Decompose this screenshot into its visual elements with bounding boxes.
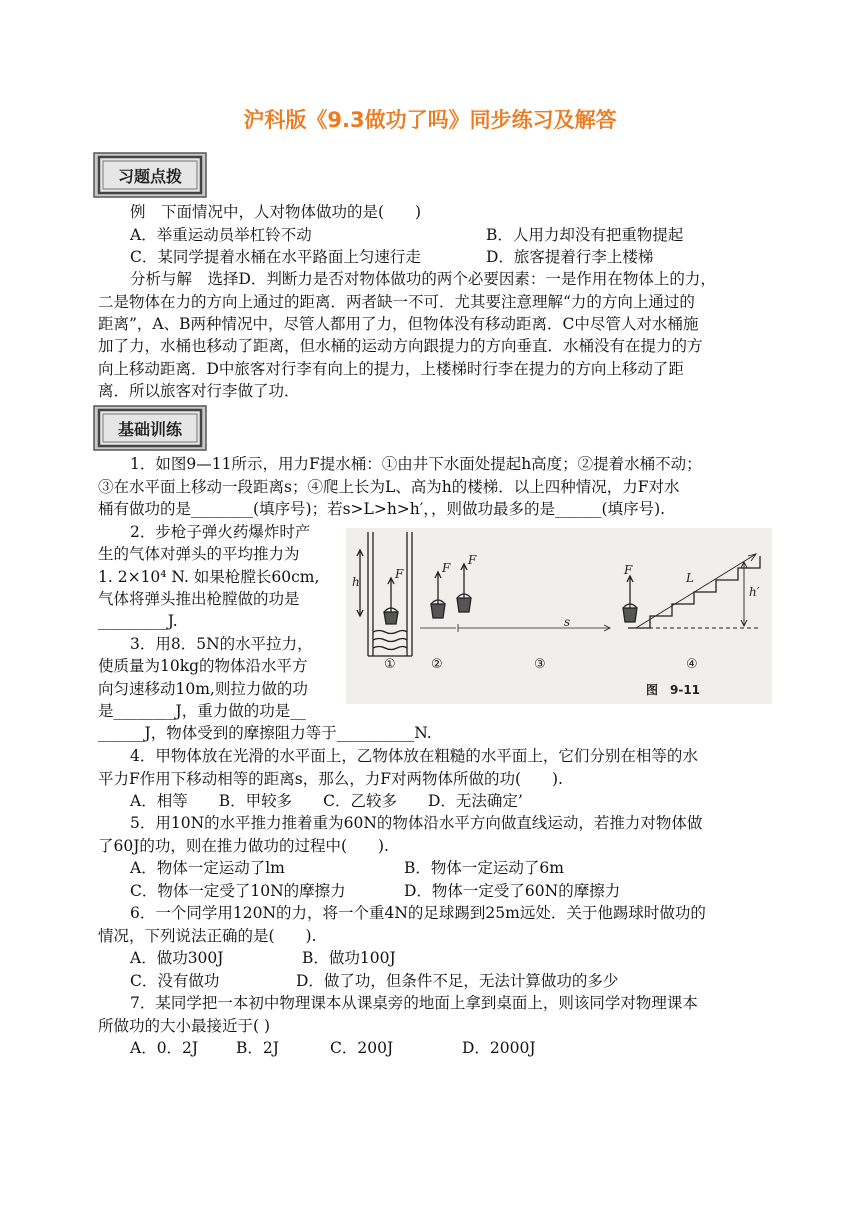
q5-line: 了60J的功，则在推力做功的过程中( ). — [98, 837, 389, 855]
analysis-line: 距离”，A、B两种情况中，尽管人都用了力，但物体没有移动距离．C中尽管人对水桶施 — [98, 315, 699, 333]
analysis-line: 加了力，水桶也移动了距离，但水桶的运动方向跟提力的方向垂直．水桶没有在提力的方 — [98, 337, 703, 355]
q5-line: 5．用10N的水平推力推着重为60N的物体沿水平方向做直线运动，若推力对物体做 — [130, 814, 703, 832]
q6-line: 6．一个同学用120N的力，将一个重4N的足球踢到25m远处．关于他踢球时做功的 — [130, 904, 706, 922]
q3-line: 是________J，重力做的功是__ — [98, 702, 306, 720]
analysis-line: 二是物体在力的方向上通过的距离．两者缺一不可．尤其要注意理解“力的方向上通过的 — [98, 293, 695, 311]
q2-line: 气体将弹头推出枪膛做的功是 — [98, 590, 300, 608]
figure-caption: 图 9-11 — [646, 683, 701, 697]
analysis-line: 离．所以旅客对行李做了功． — [98, 382, 300, 400]
figure-label-h: h — [352, 575, 360, 589]
figure-case-number: ① — [384, 657, 396, 672]
q5-option-d: D．物体一定受了60N的摩擦力 — [404, 882, 621, 900]
example-question: 例 下面情况中，人对物体做功的是( ) — [130, 203, 422, 221]
q5-option-a: A．物体一定运动了lm — [130, 859, 285, 877]
q6-option-c: C．没有做功 — [130, 972, 220, 990]
q5-option-b: B．物体一定运动了6m — [404, 859, 564, 877]
q2-line: 2．步枪子弹火药爆炸时产 — [130, 523, 311, 541]
example-option-c: C．某同学提着水桶在水平路面上匀速行走 — [130, 248, 421, 266]
q7-option-d: D．2000J — [462, 1039, 536, 1057]
q1-line: ③在水平面上移动一段距离s；④爬上长为L、高为h的楼梯．以上四种情况，力F对水 — [98, 478, 680, 496]
q2-line: 生的气体对弹头的平均推力为 — [98, 545, 300, 563]
q7-option-a: A．0．2J — [130, 1039, 199, 1057]
figure-label-f4: F — [624, 563, 633, 577]
q6-option-a: A．做功300J — [130, 949, 224, 967]
q6-option-d: D．做了功，但条件不足，无法计算做功的多少 — [296, 972, 619, 990]
figure-case-number: ③ — [534, 657, 546, 672]
page-title: 沪科版《9.3做功了吗》同步练习及解答 — [243, 108, 617, 132]
q1-line: 1．如图9—11所示，用力F提水桶：①由井下水面处提起h高度；②提着水桶不动； — [130, 455, 702, 473]
q3-line: 使质量为10kg的物体沿水平方 — [98, 657, 308, 675]
example-option-d: D．旅客提着行李上楼梯 — [486, 248, 654, 266]
figure-label-hp: h′ — [749, 585, 760, 599]
figure-label-s: s — [564, 615, 571, 629]
q7-option-b: B．2J — [236, 1039, 279, 1057]
figure-label-f3: F — [468, 553, 477, 567]
figure-case-number: ④ — [686, 657, 698, 672]
analysis-line: 向上移动距离．D中旅客对行李有向上的提力，上楼梯时行李在提力的方向上移动了距 — [98, 360, 684, 378]
q7-line: 所做功的大小最接近于( ) — [98, 1017, 271, 1035]
q4-options: A．相等 B．甲较多 C．乙较多 D．无法确定’ — [130, 792, 523, 810]
q4-line: 平力F作用下移动相等的距离s，那么，力F对两物体所做的功( ). — [98, 770, 563, 788]
q2-line: _________J. — [98, 612, 178, 630]
figure-label-f2: F — [442, 561, 451, 575]
example-option-b: B．人用力却没有把重物提起 — [486, 226, 684, 244]
q7-option-c: C．200J — [330, 1039, 394, 1057]
q3-line: ______J，物体受到的摩擦阻力等于__________N. — [98, 724, 432, 742]
q3-line: 3．用8．5N的水平拉力， — [130, 635, 313, 653]
q6-line: 情况，下列说法正确的是( ). — [98, 927, 317, 945]
section-badge-basic — [93, 405, 207, 451]
q1-line: 桶有做功的是________(填序号)；若s>L>h>h′，，则做功最多的是______(填序号). — [98, 500, 666, 518]
q5-option-c: C．物体一定受了10N的摩擦力 — [130, 882, 346, 900]
figure-label-l: L — [686, 571, 694, 585]
q2-line: 1. 2×10⁴ N. 如果枪膛长60cm, — [98, 568, 320, 586]
q7-line: 7．某同学把一本初中物理课本从课桌旁的地面上拿到桌面上，则该同学对物理课本 — [130, 994, 698, 1012]
example-option-a: A．举重运动员举杠铃不动 — [130, 226, 312, 244]
figure-label-f1: F — [395, 567, 404, 581]
section-badge-tips — [93, 152, 207, 198]
q3-line: 向匀速移动10m,则拉力做的功 — [98, 680, 308, 698]
figure-9-11 — [346, 528, 772, 704]
badge-basic-label: 基础训练 — [117, 420, 183, 439]
analysis-line: 分析与解 选择D．判断力是否对物体做功的两个必要因素：一是作用在物体上的力， — [130, 270, 716, 288]
q4-line: 4．甲物体放在光滑的水平面上，乙物体放在粗糙的水平面上，它们分别在相等的水 — [130, 747, 698, 765]
q6-option-b: B．做功100J — [302, 949, 396, 967]
badge-tips-label: 习题点拨 — [117, 167, 183, 186]
figure-case-number: ② — [431, 657, 443, 672]
